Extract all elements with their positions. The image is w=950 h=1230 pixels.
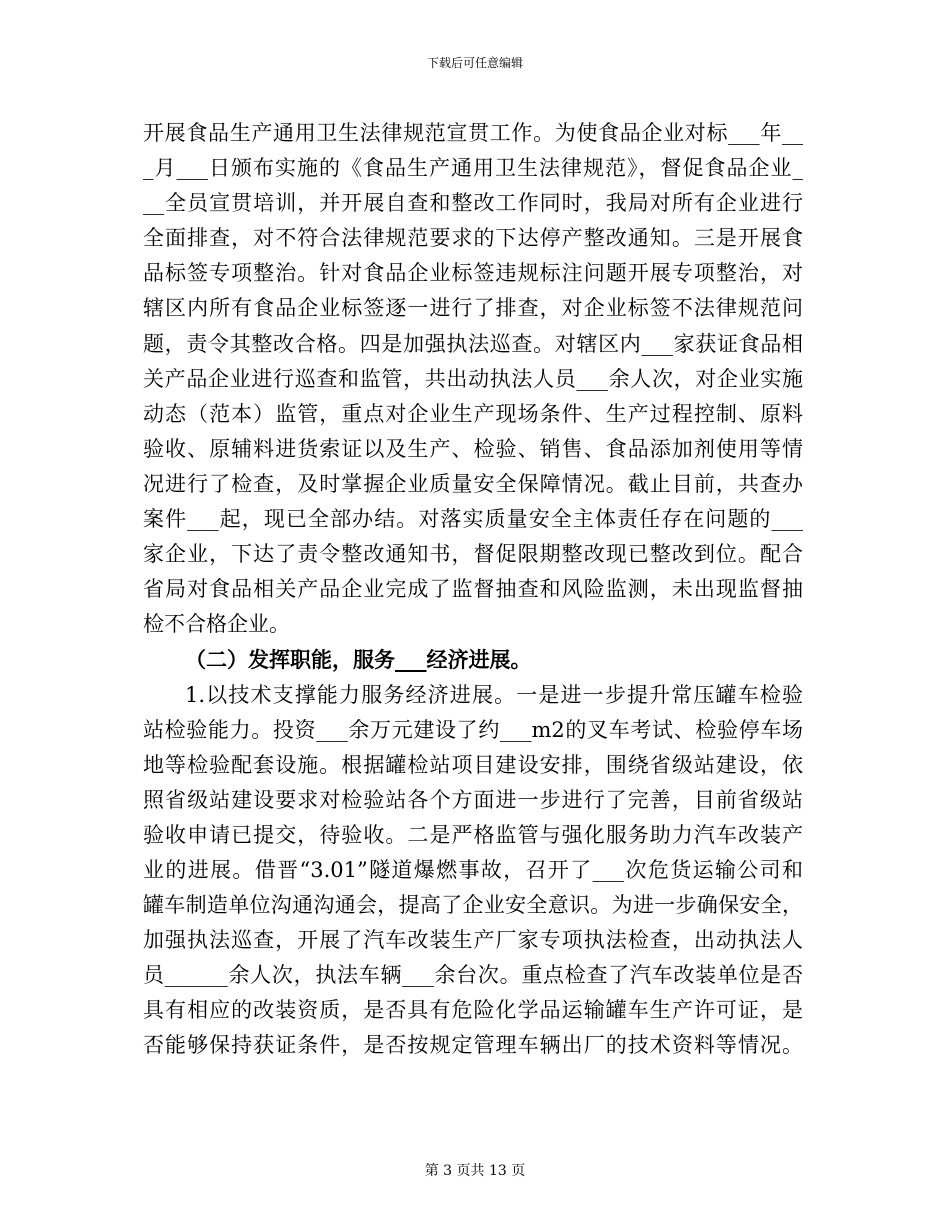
- text-line: 地等检验配套设施。根据罐检站项目建设安排，围绕省级站建设，依: [143, 752, 803, 777]
- text-line: 业的进展。借晋“3.01”隧道爆燃事故，召开了___次危货运输公司和: [143, 857, 803, 882]
- text-line: 省局对食品相关产品企业完成了监督抽查和风险监测，未出现监督抽: [143, 577, 803, 602]
- text-line: 员______余人次，执法车辆___余台次。重点检查了汽车改装单位是否: [143, 963, 803, 988]
- text-line: 具有相应的改装资质，是否具有危险化学品运输罐车生产许可证，是: [143, 998, 803, 1023]
- document-body: [143, 116, 803, 1064]
- text-line: _月___日颁布实施的《食品生产通用卫生法律规范》，督促食品企业_: [143, 156, 803, 181]
- page-footer: 第 3 页共 13 页: [424, 1163, 526, 1179]
- text-line: 辖区内所有食品企业标签逐一进行了排查，对企业标签不法律规范问: [143, 296, 803, 321]
- text-line: 检不合格企业。: [143, 612, 290, 637]
- text-line: 况进行了检查，及时掌握企业质量安全保障情况。截止目前，共查办: [143, 471, 803, 496]
- text-line: 开展食品生产通用卫生法律规范宣贯工作。为使食品企业对标___年__: [143, 121, 803, 145]
- section-heading: （二）发挥职能，服务___经济进展。: [185, 647, 532, 673]
- page-header: 下载后可任意编辑: [426, 56, 523, 70]
- text-line: 动态（范本）监管，重点对企业生产现场条件、生产过程控制、原料: [143, 401, 803, 426]
- text-line: 家企业，下达了责令整改通知书，督促限期整改现已整改到位。配合: [143, 542, 803, 567]
- text-line: 加强执法巡查，开展了汽车改装生产厂家专项执法检查，出动执法人: [143, 928, 803, 953]
- text-line: 否能够保持获证条件，是否按规定管理车辆出厂的技术资料等情况。: [143, 1033, 803, 1058]
- text-line: 照省级站建设要求对检验站各个方面进一步进行了完善，目前省级站: [143, 787, 803, 812]
- paragraph-first-line: 1.以技术支撑能力服务经济进展。一是进一步提升常压罐车检验: [185, 682, 803, 707]
- text-line: 验收申请已提交，待验收。二是严格监管与强化服务助力汽车改装产: [143, 822, 803, 847]
- text-line: 关产品企业进行巡查和监管，共出动执法人员___余人次，对企业实施: [143, 366, 803, 391]
- text-line: 验收、原辅料进货索证以及生产、检验、销售、食品添加剂使用等情: [143, 436, 803, 461]
- text-line: 罐车制造单位沟通沟通会，提高了企业安全意识。为进一步确保安全，: [143, 893, 803, 918]
- text-line: 品标签专项整治。针对食品企业标签违规标注问题开展专项整治，对: [143, 261, 803, 286]
- text-line: 全面排查，对不符合法律规范要求的下达停产整改通知。三是开展食: [143, 226, 803, 251]
- text-line: 案件___起，现已全部办结。对落实质量安全主体责任存在问题的___: [143, 507, 803, 532]
- text-line: 站检验能力。投资___余万元建设了约___m2的叉车考试、检验停车场: [143, 717, 803, 742]
- text-line: 题，责令其整改合格。四是加强执法巡查。对辖区内___家获证食品相: [143, 331, 803, 356]
- text-line: __全员宣贯培训，并开展自查和整改工作同时，我局对所有企业进行: [143, 191, 803, 216]
